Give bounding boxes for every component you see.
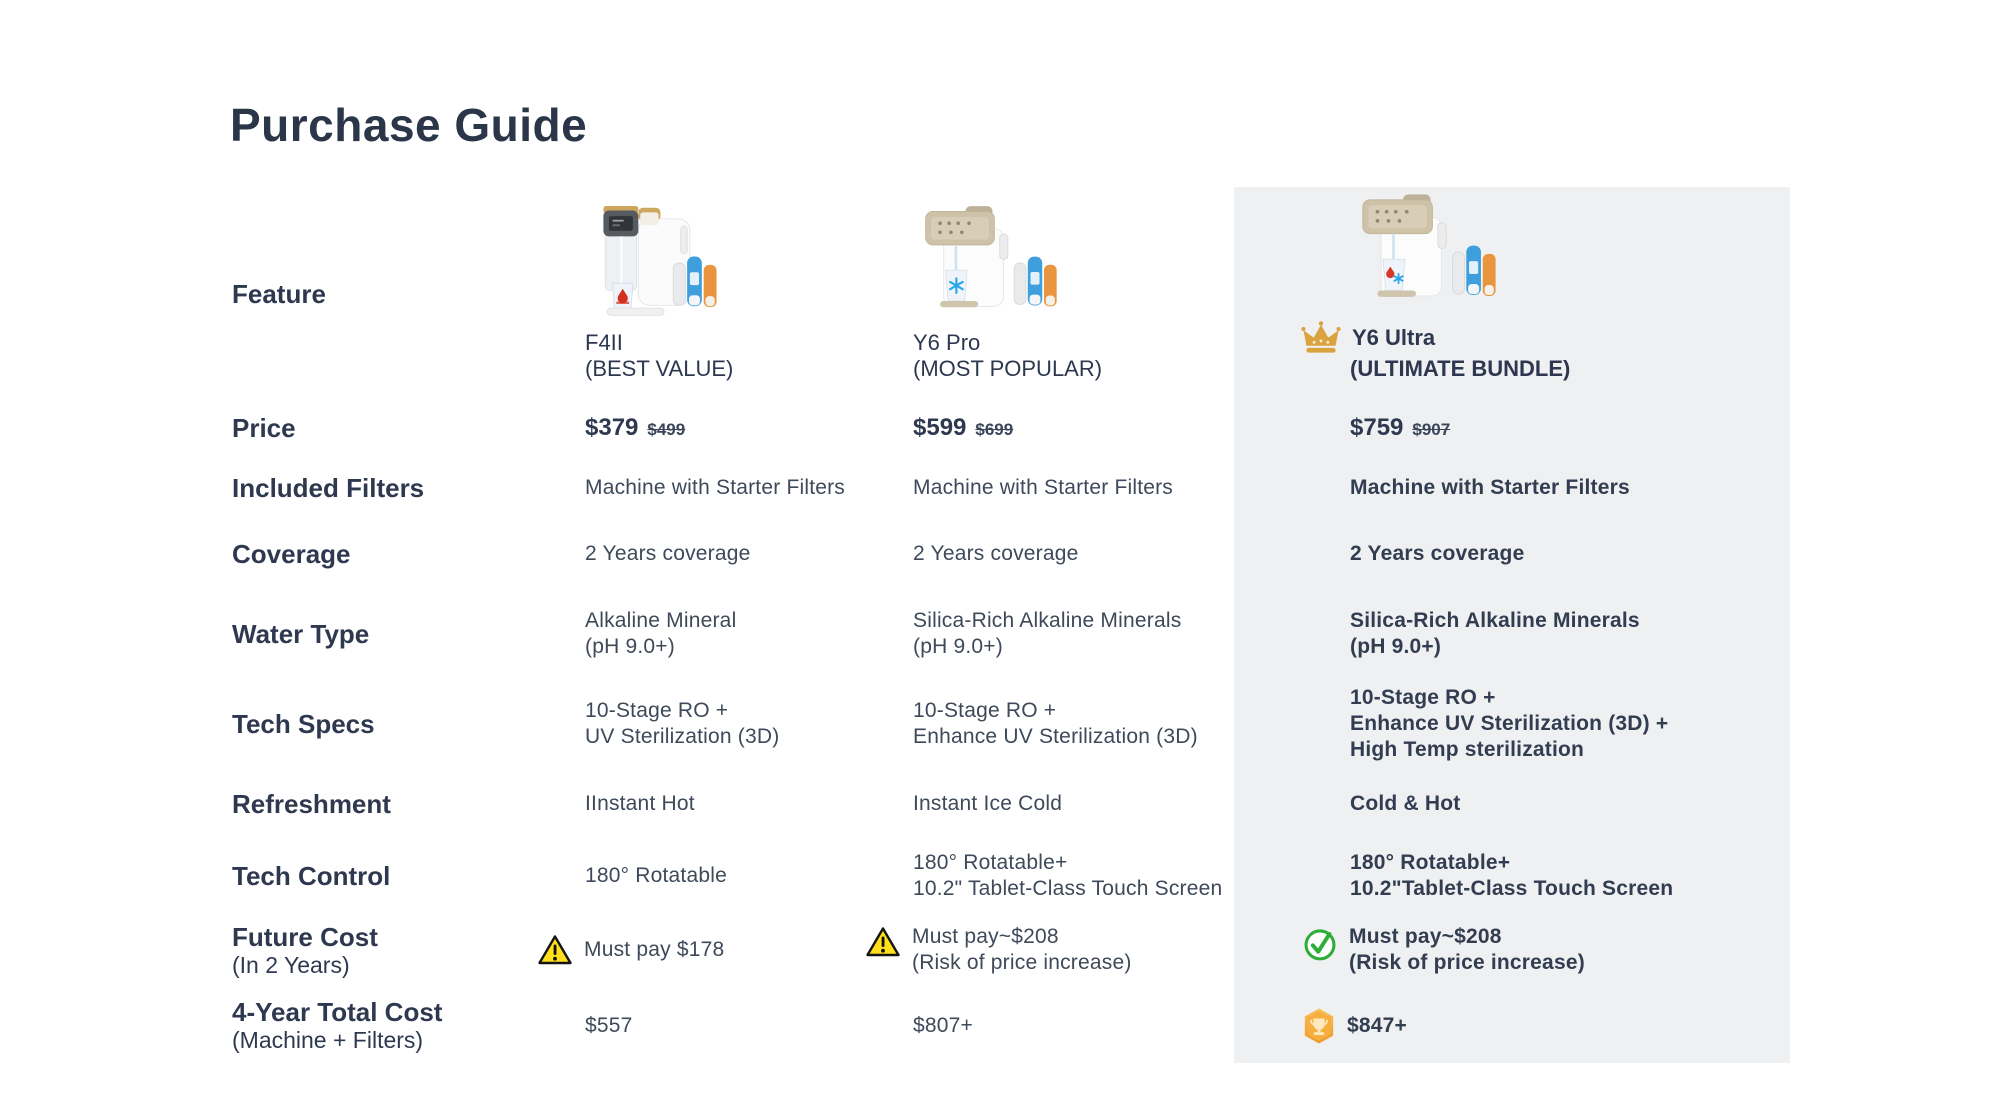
old-price: $907 (1412, 419, 1451, 439)
y6-pro-product-image (913, 204, 1063, 322)
row-label-water-type: Water Type (232, 619, 370, 649)
old-price: $499 (647, 419, 686, 439)
row-label-tech-specs: Tech Specs (232, 709, 375, 739)
refreshment-value-y6ultra: Cold & Hot (1350, 792, 1461, 815)
total-value-f4ii: $557 (585, 1013, 633, 1037)
price-value-y6pro (913, 400, 1350, 455)
success-check-icon (1302, 926, 1338, 962)
row-label-refreshment: Refreshment (232, 789, 391, 819)
warning-icon (537, 934, 573, 966)
price-value-f4ii (585, 400, 913, 455)
product-name-y6pro: Y6 Pro (913, 330, 981, 355)
column-header-y6ultra (1350, 187, 1790, 400)
row-label-total-cost: 4-Year Total Cost (Machine + Filters) (232, 997, 443, 1053)
price-value-y6ultra (1350, 400, 1790, 455)
coverage-value-y6ultra: 2 Years coverage (1350, 542, 1525, 565)
crown-icon (1300, 320, 1342, 356)
row-label-price: Price (232, 412, 296, 443)
refreshment-value-y6pro: Instant Ice Cold (913, 792, 1063, 815)
row-label-included-filters: Included Filters (232, 472, 425, 503)
coverage-value-y6pro: 2 Years coverage (913, 542, 1079, 565)
future-value-y6ultra: Must pay~$208 (Risk of price increase) (1350, 912, 1790, 988)
f4ii-product-image (585, 204, 723, 322)
current-price: $759 (1350, 413, 1404, 441)
column-header-f4ii (585, 187, 913, 400)
tech-value-f4ii: 10-Stage RO + UV Sterilization (3D) (585, 699, 780, 748)
tech-value-y6ultra: 10-Stage RO + Enhance UV Sterilization (3D) + High Temp sterilization (1350, 686, 1669, 761)
future-value-y6pro: Must pay~$208 (Risk of price increase) (913, 912, 1350, 988)
current-price: $379 (585, 413, 639, 441)
row-label-future-cost: Future Cost (In 2 Years) (232, 921, 378, 978)
row-label-tech-control: Tech Control (232, 861, 391, 891)
control-value-y6ultra: 180° Rotatable+ 10.2"Tablet-Class Touch Screen (1350, 851, 1674, 900)
column-header-y6pro (913, 187, 1350, 400)
water-value-y6pro: Silica-Rich Alkaline Minerals (pH 9.0+) (913, 609, 1182, 658)
coverage-value-f4ii: 2 Years coverage (585, 542, 751, 565)
product-name-y6ultra: Y6 Ultra (1350, 320, 1435, 356)
refreshment-value-f4ii: IInstant Hot (585, 792, 695, 815)
tech-value-y6pro: 10-Stage RO + Enhance UV Sterilization (3D) (913, 699, 1198, 748)
row-label-coverage: Coverage (232, 539, 351, 569)
feature-header-cell (232, 187, 585, 400)
product-tagline-y6pro: (MOST POPULAR) (913, 356, 1103, 381)
control-value-f4ii: 180° Rotatable (585, 864, 727, 887)
water-value-y6ultra: Silica-Rich Alkaline Minerals (pH 9.0+) (1350, 609, 1640, 658)
trophy-badge-icon (1302, 1007, 1336, 1045)
product-tagline-f4ii: (BEST VALUE) (585, 356, 734, 381)
total-value-y6pro: $807+ (913, 1013, 973, 1037)
filters-value-y6pro: Machine with Starter Filters (913, 475, 1174, 499)
future-value-f4ii: Must pay $178 (585, 912, 913, 988)
product-tagline-y6ultra: (ULTIMATE BUNDLE) (1350, 356, 1571, 381)
control-value-y6pro: 180° Rotatable+ 10.2" Tablet-Class Touch Screen (913, 851, 1223, 900)
feature-header-label: Feature (232, 278, 326, 309)
product-name-f4ii: F4II (585, 330, 623, 355)
current-price: $599 (913, 413, 967, 441)
comparison-table (232, 187, 1790, 1063)
total-value-y6ultra: $847+ (1350, 988, 1790, 1063)
y6-ultra-product-image (1350, 192, 1502, 312)
page-title: Purchase Guide (230, 99, 588, 151)
water-value-f4ii: Alkaline Mineral (pH 9.0+) (585, 609, 737, 658)
filters-value-y6ultra: Machine with Starter Filters (1350, 475, 1630, 499)
warning-icon (865, 926, 901, 958)
filters-value-f4ii: Machine with Starter Filters (585, 475, 846, 499)
old-price: $699 (975, 419, 1014, 439)
